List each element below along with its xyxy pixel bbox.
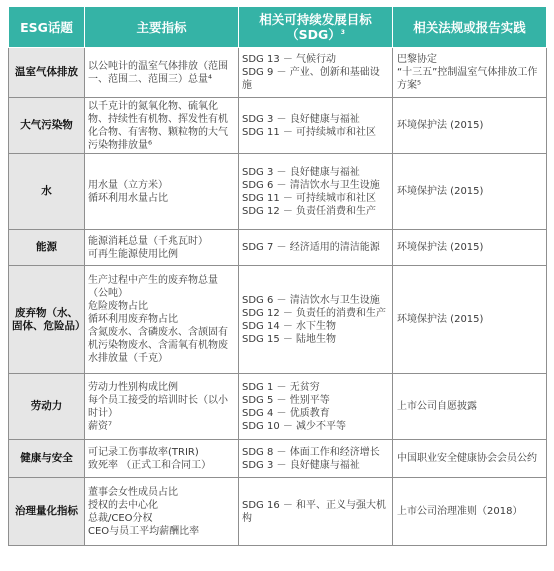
indicator-line: 循环利用水量占比 xyxy=(88,192,168,204)
law-cell xyxy=(393,374,547,440)
header-sdg xyxy=(239,7,393,48)
table-row xyxy=(9,98,547,154)
indicator-line: 循环利用废弃物占比 xyxy=(88,314,178,325)
sdg-line: SDG 5 － 性别平等 xyxy=(242,394,330,406)
table-row xyxy=(9,374,547,440)
law-cell xyxy=(393,230,547,266)
header-row xyxy=(9,7,547,48)
indicator-line: CEO与员工平均薪酬比率 xyxy=(88,525,200,537)
indicator-line: 用水量（立方米） xyxy=(88,179,168,191)
row-topic: 废弃物（水、固体、危险品） xyxy=(9,266,85,374)
law-cell xyxy=(393,98,547,154)
row-topic: 水 xyxy=(9,154,85,230)
law-line: 巴黎协定 xyxy=(397,54,437,65)
row-topic: 能源 xyxy=(9,230,85,266)
sdg-cell xyxy=(239,48,393,98)
indicator-line: 以千克计的氮氧化物、硫氧化物、持续性有机物、挥发性有机化合物、有害物、颗粒物的大气污染物排放量⁶ xyxy=(88,100,228,151)
indicator-line: 授权的去中心化 xyxy=(88,499,158,511)
row-topic: 治理量化指标 xyxy=(9,478,85,546)
law-cell xyxy=(393,266,547,374)
indicator-cell xyxy=(85,478,239,546)
indicator-line: 每个员工接受的培训时长（以小时计） xyxy=(88,394,228,419)
indicator-line: 危险废物占比 xyxy=(88,301,148,312)
law-line: 环境保护法 (2015) xyxy=(397,314,484,325)
row-topic: 大气污染物 xyxy=(9,98,85,154)
indicator-line: 含氮废水、含磷废水、含颉固有机污染物废水、含需氧有机物废水排放量（千克） xyxy=(88,327,228,364)
table-row xyxy=(9,440,547,478)
indicator-cell xyxy=(85,230,239,266)
sdg-line: SDG 11 － 可持续城市和社区 xyxy=(242,126,377,138)
sdg-cell xyxy=(239,478,393,546)
table-row xyxy=(9,478,547,546)
row-topic: 健康与安全 xyxy=(9,440,85,478)
law-cell xyxy=(393,48,547,98)
indicator-cell xyxy=(85,98,239,154)
sdg-line: SDG 14 － 水下生物 xyxy=(242,320,337,332)
table-row xyxy=(9,230,547,266)
law-cell xyxy=(393,478,547,546)
sdg-line: SDG 6 － 清洁饮水与卫生设施 xyxy=(242,179,380,191)
table-row xyxy=(9,48,547,98)
esg-indicator-table xyxy=(8,6,547,546)
sdg-line: SDG 10 － 减少不平等 xyxy=(242,420,347,432)
sdg-cell xyxy=(239,230,393,266)
header-indicators: 主要指标 xyxy=(85,7,239,48)
law-line: 中国职业安全健康协会会员公约 xyxy=(397,453,537,464)
table-row xyxy=(9,154,547,230)
law-cell xyxy=(393,154,547,230)
indicator-line: 致死率 （正式工和合同工） xyxy=(88,459,212,471)
indicator-line: 薪资⁷ xyxy=(88,420,113,432)
sdg-cell xyxy=(239,374,393,440)
indicator-line: 以公吨计的温室气体排放（范围一、范围二、范围三）总量⁴ xyxy=(88,60,228,85)
sdg-line: SDG 16 － 和平、正义与强大机构 xyxy=(242,499,387,524)
indicator-cell xyxy=(85,266,239,374)
row-topic: 温室气体排放 xyxy=(9,48,85,98)
header-sdg-line2-text: （SDG） xyxy=(286,27,341,42)
sdg-line: SDG 11 － 可持续城市和社区 xyxy=(242,192,377,204)
sdg-line: SDG 15 － 陆地生物 xyxy=(242,333,337,345)
indicator-line: 董事会女性成员占比 xyxy=(88,486,178,498)
sdg-cell xyxy=(239,98,393,154)
sdg-cell xyxy=(239,440,393,478)
indicator-line: 劳动力性别构成比例 xyxy=(88,381,178,393)
header-sdg-line2 xyxy=(239,27,392,42)
sdg-line: SDG 9 － 产业、创新和基础设施 xyxy=(242,67,380,91)
indicator-cell xyxy=(85,154,239,230)
law-line: 环境保护法 (2015) xyxy=(397,120,484,131)
table-row xyxy=(9,266,547,374)
indicator-cell xyxy=(85,374,239,440)
indicator-line: 可再生能源使用比例 xyxy=(88,248,178,260)
sdg-line: SDG 8 － 体面工作和经济增长 xyxy=(242,446,380,458)
sdg-line: SDG 3 － 良好健康与福祉 xyxy=(242,459,360,471)
law-line: 上市公司自愿披露 xyxy=(397,401,477,412)
law-cell xyxy=(393,440,547,478)
sdg-line: SDG 13 － 气候行动 xyxy=(242,54,337,65)
table-body xyxy=(9,48,547,546)
indicator-line: 生产过程中产生的废弃物总量（公吨） xyxy=(88,275,218,299)
sdg-line: SDG 6 － 清洁饮水与卫生设施 xyxy=(242,294,380,306)
header-sdg-footnote: 3 xyxy=(340,28,345,36)
indicator-cell xyxy=(85,48,239,98)
law-line: 上市公司治理准则（2018） xyxy=(397,506,523,517)
header-topic: ESG话题 xyxy=(9,7,85,48)
header-law: 相关法规或报告实践 xyxy=(393,7,547,48)
indicator-line: 可记录工伤事故率(TRIR) xyxy=(88,446,199,458)
row-topic: 劳动力 xyxy=(9,374,85,440)
sdg-line: SDG 12 － 负责任的消费和生产 xyxy=(242,307,387,319)
sdg-line: SDG 12 － 负责任消费和生产 xyxy=(242,205,377,217)
law-line: 环境保护法 (2015) xyxy=(397,186,484,197)
law-line: 环境保护法 (2015) xyxy=(397,242,484,253)
sdg-line: SDG 4 － 优质教育 xyxy=(242,407,330,419)
sdg-cell xyxy=(239,154,393,230)
sdg-line: SDG 7 － 经济适用的清洁能源 xyxy=(242,242,380,253)
indicator-cell xyxy=(85,440,239,478)
sdg-line: SDG 3 － 良好健康与福祉 xyxy=(242,113,360,125)
header-sdg-line1: 相关可持续发展目标 xyxy=(259,12,372,27)
esg-table-container xyxy=(8,6,546,546)
sdg-line: SDG 3 － 良好健康与福祉 xyxy=(242,166,360,178)
indicator-line: 总裁/CEO分权 xyxy=(88,512,153,524)
sdg-cell xyxy=(239,266,393,374)
indicator-line: 能源消耗总量（千兆瓦时） xyxy=(88,235,208,247)
law-line: “十三五”控制温室气体排放工作方案⁵ xyxy=(397,67,538,91)
sdg-line: SDG 1 － 无贫穷 xyxy=(242,381,320,393)
